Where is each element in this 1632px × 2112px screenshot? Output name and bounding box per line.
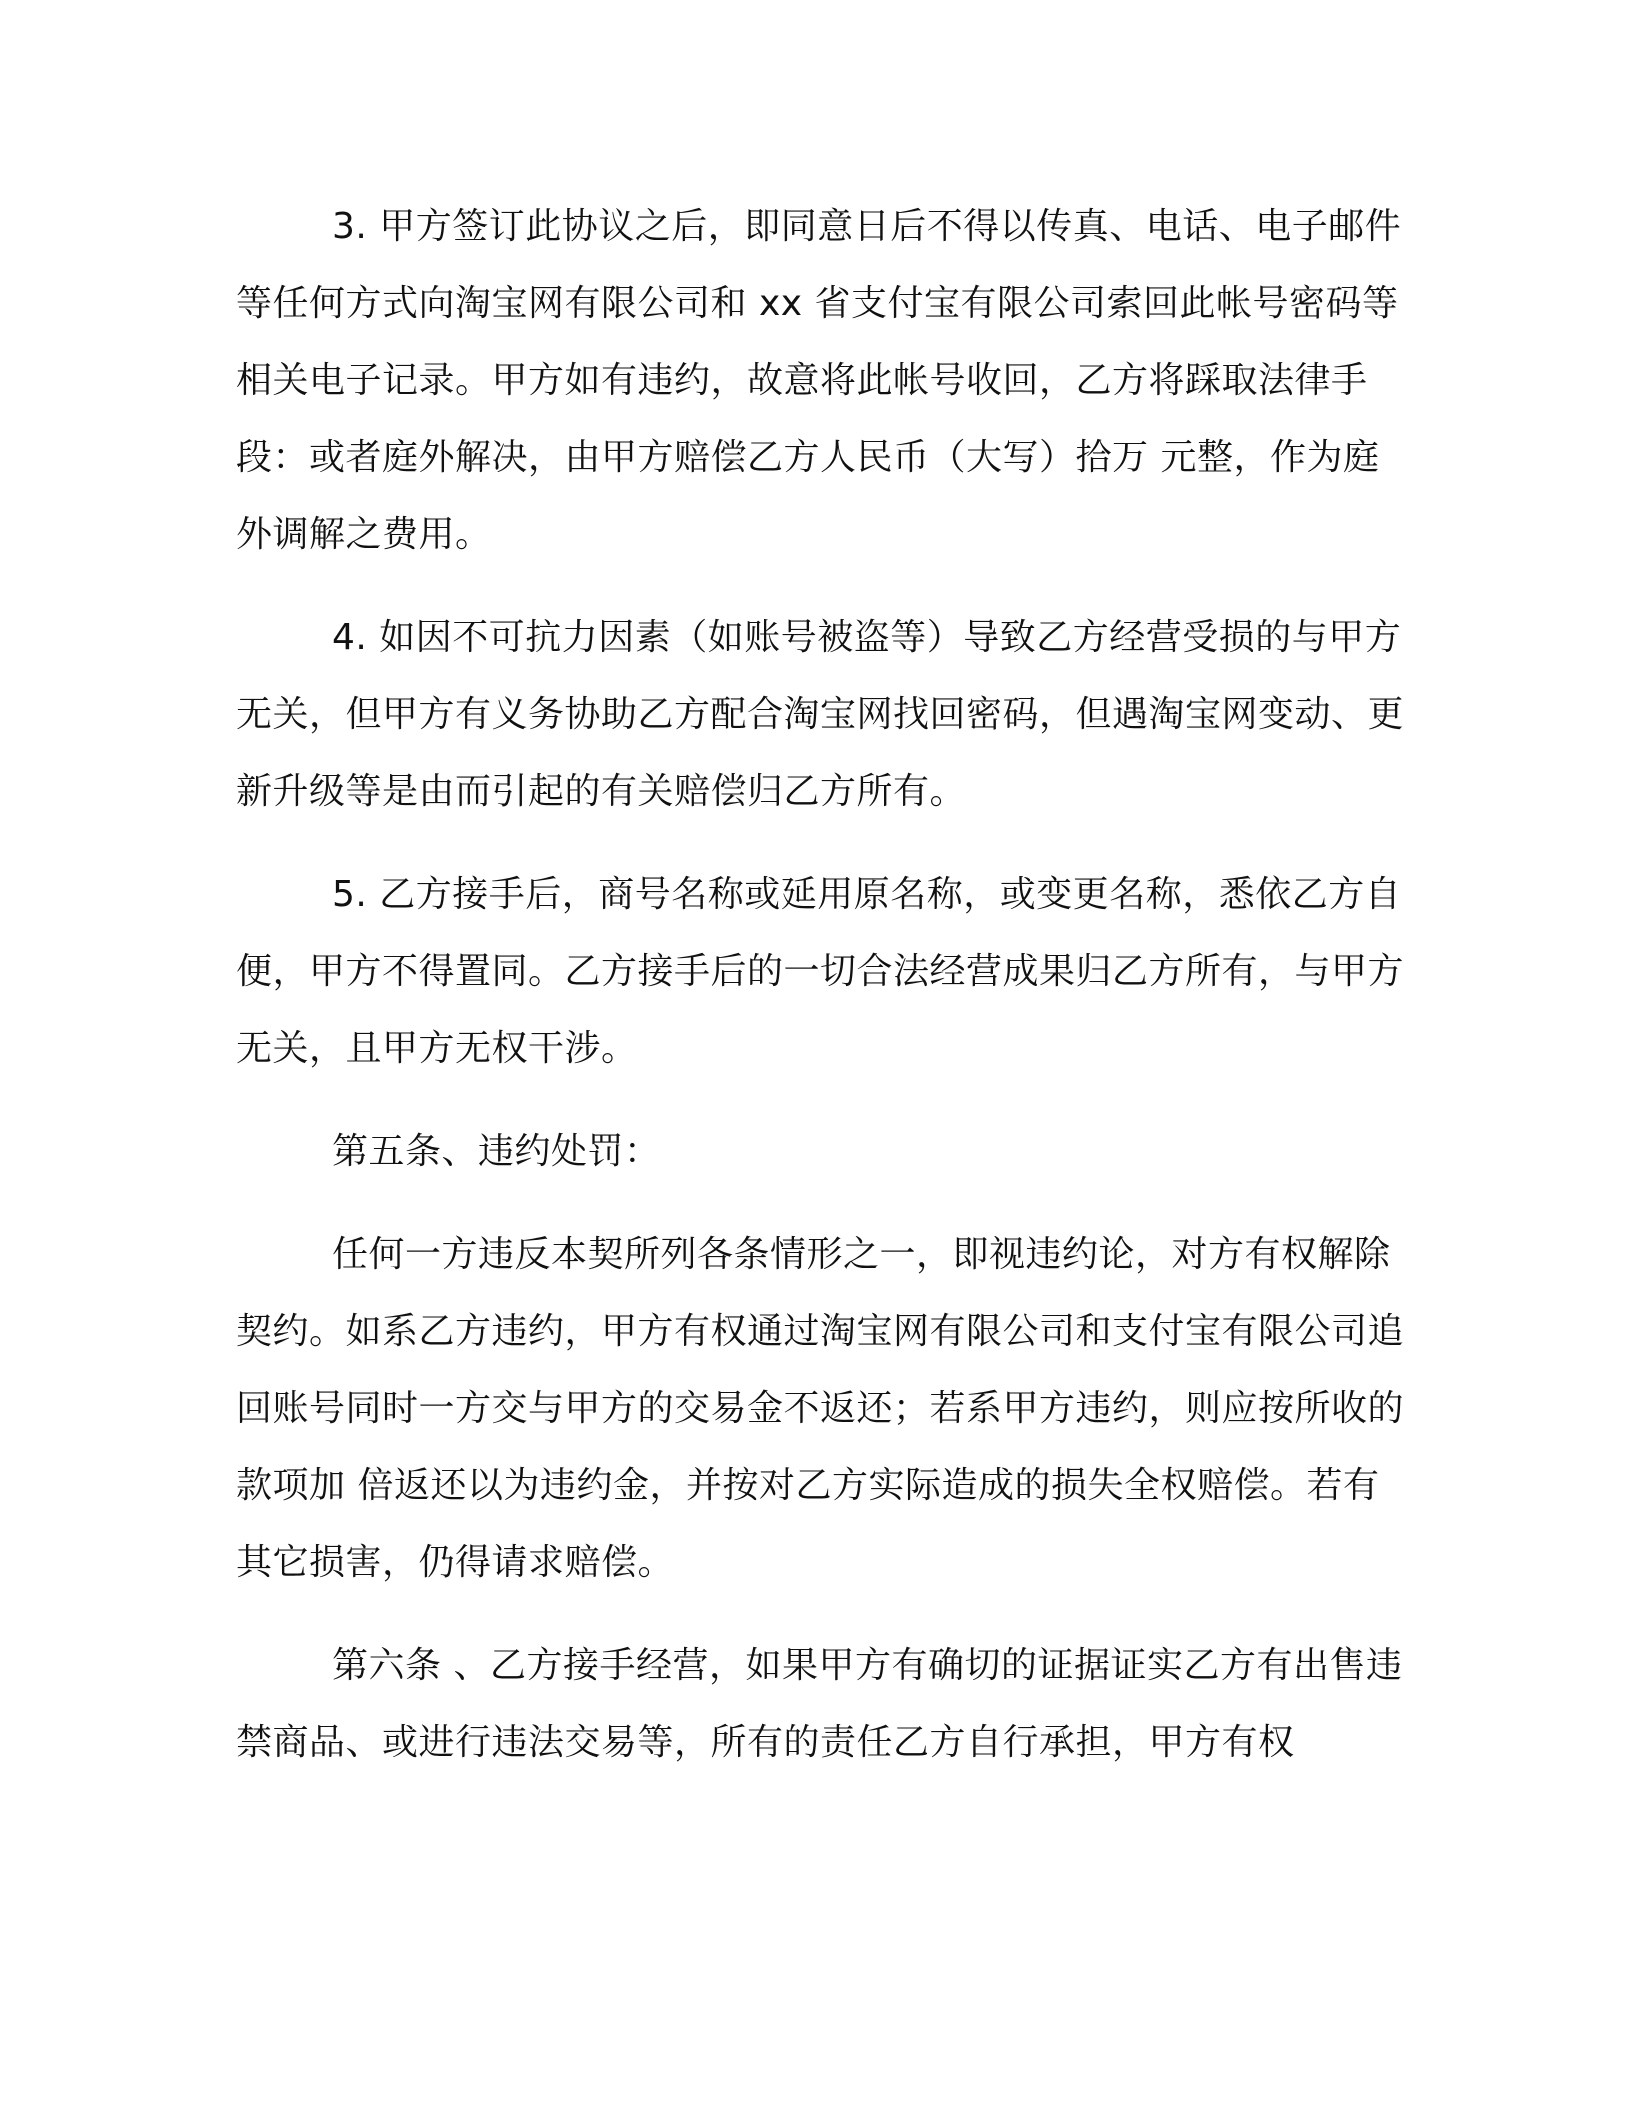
paragraph-breach-penalty: 任何一方违反本契所列各条情形之一，即视违约论，对方有权解除契约。如系乙方违约，甲方有权通过淘宝网有限公司和支付宝有限公司追回账号同时一方交与甲方的交易金不返还；若系甲方违约，则应按所收的款项加 倍返还以为违约金，并按对乙方实际造成的损失全权赔偿。若有其它损害，仍得请求赔偿。 <box>236 1234 1405 1583</box>
paragraph-clause-4: 4. 如因不可抗力因素（如账号被盗等）导致乙方经营受损的与甲方无关，但甲方有义务协助乙方配合淘宝网找回密码，但遇淘宝网变动、更新升级等是由而引起的有关赔偿归乙方所有。 <box>236 617 1405 812</box>
paragraph-article-6: 第六条 、乙方接手经营，如果甲方有确切的证据证实乙方有出售违禁商品、或进行违法交易等，所有的责任乙方自行承担，甲方有权 <box>236 1645 1403 1763</box>
paragraph-clause-3: 3. 甲方签订此协议之后，即同意日后不得以传真、电话、电子邮件等任何方式向淘宝网有限公司和 xx 省支付宝有限公司索回此帐号密码等相关电子记录。甲方如有违约，故意将此帐号收回，乙方将踩取法律手段：或者庭外解决，由甲方赔偿乙方人民币（大写）拾万 元整，作为庭外调解之费用。 <box>236 206 1402 555</box>
article-5-heading: 第五条、违约处罚： <box>332 1131 661 1172</box>
paragraph-clause-5: 5. 乙方接手后，商号名称或延用原名称，或变更名称，悉依乙方自便，甲方不得置同。乙方接手后的一切合法经营成果归乙方所有，与甲方无关，且甲方无权干涉。 <box>236 874 1405 1069</box>
document-body <box>236 188 1406 1807</box>
